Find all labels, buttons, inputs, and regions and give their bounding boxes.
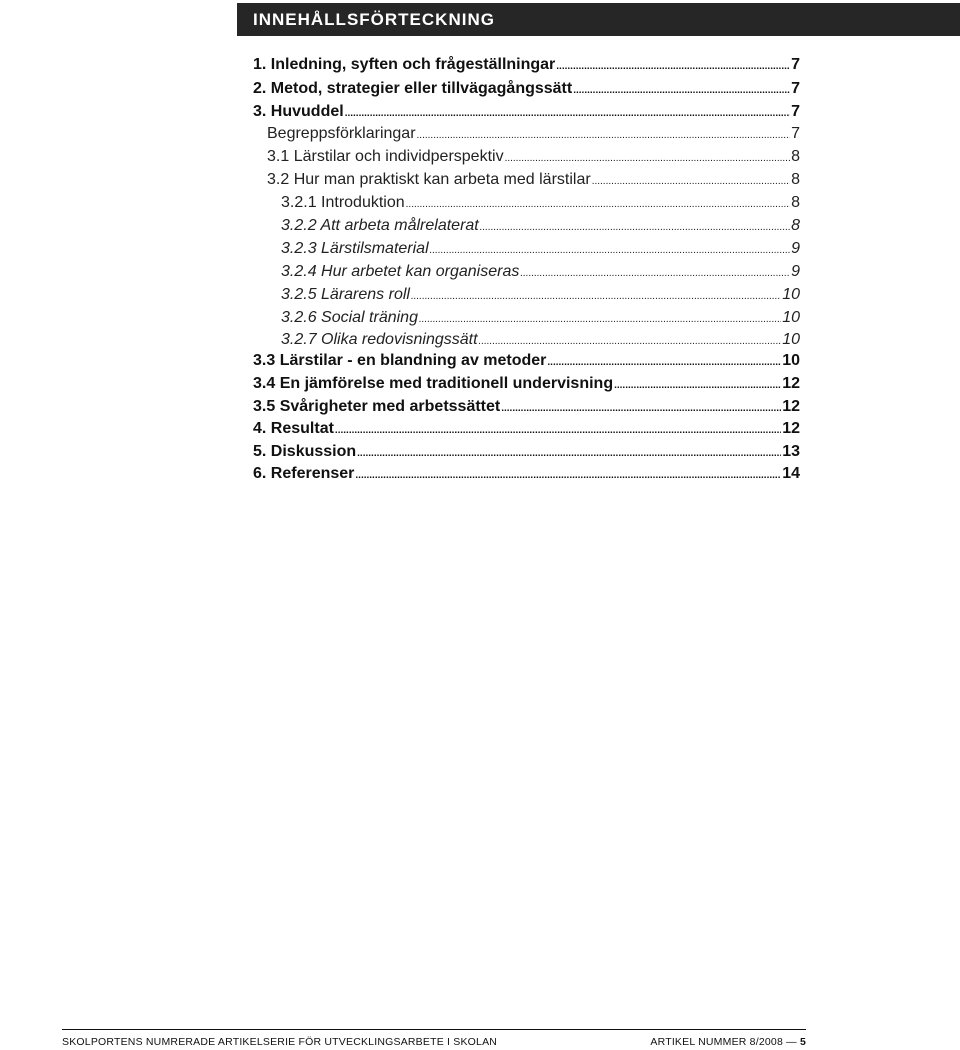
toc-entry[interactable] (281, 285, 800, 307)
toc-entry[interactable] (267, 170, 800, 192)
toc-entry-page: 7 (791, 125, 800, 142)
toc-entry-title: 3.2.7 Olika redovisningssätt (281, 331, 478, 348)
toc-entry-page: 14 (782, 465, 800, 482)
toc-entry[interactable] (253, 374, 800, 396)
toc-entry-page: 12 (782, 375, 800, 392)
toc-entry[interactable] (267, 124, 800, 146)
toc-entry-page: 10 (782, 352, 800, 369)
dot-leader (345, 104, 790, 124)
toc-entry[interactable] (253, 55, 800, 77)
toc-entry-page: 7 (791, 56, 800, 73)
toc-entry[interactable] (253, 102, 800, 124)
toc-entry-page: 12 (782, 398, 800, 415)
toc-entry-page: 8 (791, 148, 800, 165)
toc-entry-page: 8 (791, 194, 800, 211)
footer-article-number: ARTIKEL NUMMER 8/2008 (650, 1036, 783, 1048)
toc-entry-title: 3.2.4 Hur arbetet kan organiseras (281, 263, 520, 280)
toc-entry-page: 8 (791, 217, 800, 234)
toc-entry[interactable] (281, 216, 800, 238)
toc-entry-title: 3.3 Lärstilar - en blandning av metoder (253, 352, 547, 369)
dot-leader (480, 218, 790, 238)
toc-entry[interactable] (253, 351, 800, 373)
toc-entry[interactable] (253, 442, 800, 464)
toc-entry[interactable] (281, 239, 800, 261)
dot-leader (505, 149, 791, 169)
dot-leader (430, 241, 790, 261)
dot-leader (355, 466, 781, 486)
toc-entry-page: 13 (782, 443, 800, 460)
dot-leader (520, 264, 790, 284)
toc-entry-title: 3.4 En jämförelse med traditionell undervisning (253, 375, 614, 392)
toc-entry-title: 4. Resultat (253, 420, 334, 437)
dot-leader (547, 353, 781, 373)
toc-entry[interactable] (253, 464, 800, 486)
dot-leader (501, 399, 781, 419)
toc-entry[interactable] (281, 262, 800, 284)
toc-entry-title: 3.2.1 Introduktion (281, 194, 405, 211)
toc-entry-title: 5. Diskussion (253, 443, 357, 460)
toc-entry[interactable] (253, 397, 800, 419)
footer-series-name: SKOLPORTENS NUMRERADE ARTIKELSERIE FÖR UTVECKLINGSARBETE I SKOLAN (62, 1036, 498, 1048)
toc-entry-title: 3.2.6 Social träning (281, 309, 418, 326)
toc-entry-page: 8 (791, 171, 800, 188)
toc-entry-page: 9 (791, 263, 800, 280)
toc-entry-title: 3.2.5 Lärarens roll (281, 286, 410, 303)
toc-entry-page: 7 (791, 80, 800, 97)
footer-article-info (650, 1036, 806, 1048)
header-bar (237, 3, 960, 36)
page-footer (62, 1029, 806, 1048)
toc-entry-page: 10 (782, 331, 800, 348)
toc-entry-page: 7 (791, 103, 800, 120)
dot-leader (406, 195, 790, 215)
dot-leader (419, 310, 781, 330)
toc-entry-title: 3.2 Hur man praktiskt kan arbeta med lärstilar (267, 171, 591, 188)
toc-entry-page: 9 (791, 240, 800, 257)
toc-entry-title: 2. Metod, strategier eller tillvägagångssätt (253, 80, 573, 97)
toc-entry-page: 12 (782, 420, 800, 437)
toc-entry-page: 10 (782, 286, 800, 303)
toc-entry-title: 1. Inledning, syften och frågeställningar (253, 56, 556, 73)
toc-entry[interactable] (267, 147, 800, 169)
dot-leader (335, 421, 781, 441)
dot-leader (573, 81, 790, 101)
dot-leader (411, 287, 781, 307)
toc-entry[interactable] (253, 419, 800, 441)
toc-entry-page: 10 (782, 309, 800, 326)
toc-entry-title: 3.1 Lärstilar och individperspektiv (267, 148, 504, 165)
dot-leader (556, 57, 790, 77)
footer-dash: — (786, 1036, 797, 1048)
dot-leader (592, 172, 790, 192)
toc-entry-title: 3.2.3 Lärstilsmaterial (281, 240, 429, 257)
toc-entry[interactable] (281, 330, 800, 352)
toc-entry-title: Begreppsförklaringar (267, 125, 416, 142)
dot-leader (614, 376, 781, 396)
toc-entry[interactable] (281, 193, 800, 215)
toc-entry[interactable] (253, 79, 800, 101)
toc-entry-title: 3. Huvuddel (253, 103, 344, 120)
footer-page-number: 5 (799, 1036, 806, 1048)
toc-entry-title: 3.5 Svårigheter med arbetssättet (253, 398, 501, 415)
dot-leader (357, 444, 781, 464)
page-title: INNEHÅLLSFÖRTECKNING (253, 10, 495, 29)
dot-leader (417, 126, 791, 146)
toc-entry[interactable] (281, 308, 800, 330)
toc-entry-title: 3.2.2 Att arbeta målrelaterat (281, 217, 479, 234)
dot-leader (479, 332, 782, 352)
toc-entry-title: 6. Referenser (253, 465, 355, 482)
